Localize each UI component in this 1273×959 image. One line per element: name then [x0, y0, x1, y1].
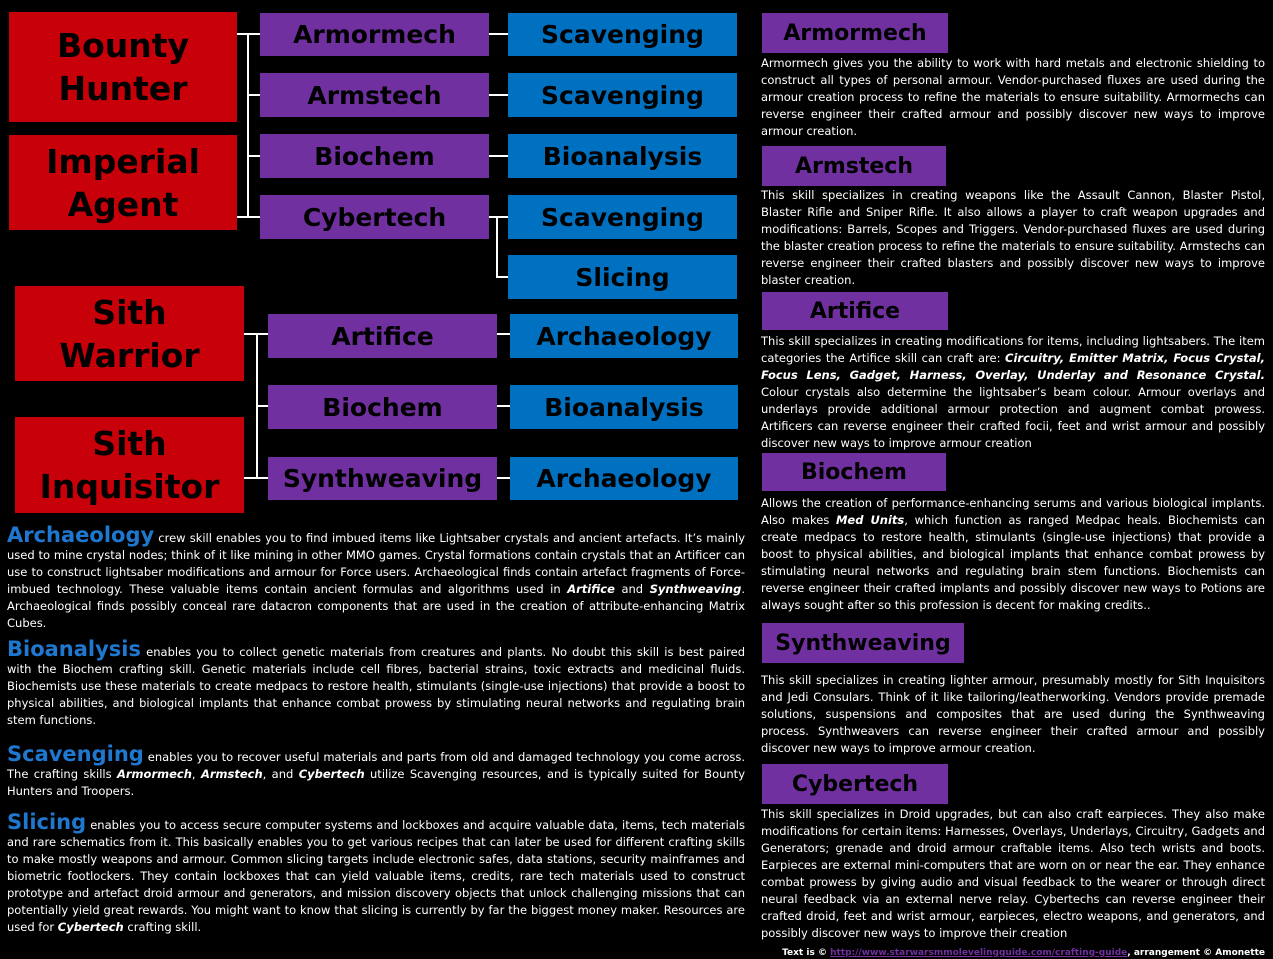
crafting-armormech: Armormech — [260, 13, 489, 56]
artifice-description: This skill specializes in creating modifications for items, including lightsabers. The item categories the Artifice skill can craft are: Circuitry, Emitter Matrix, Focus Crystal, Focus Lens, Gadget, Harness, Overlay, Underlay and Resonance Crystal. Colour crystals also determine the lightsaber’s beam colour. Armour overlays and underlays provide additional armour protection and augment combat prowess. Artificers can reverse engineer their crafted focii, feet and wrist armour and possibly discover new ways to improve armour creation — [761, 334, 1265, 450]
connector — [247, 155, 260, 157]
connector — [496, 216, 508, 218]
cybertech-description: This skill specializes in Droid upgrades, but can also craft earpieces. They also make modifications for certain items: Harnesses, Overlays, Underlays, Circuitry, Gadgets and Generators; grenade and droid armour craftable items. Also tech wrists and boots. Earpieces are external mini-computers that are worn on or near the ear. They enhance combat prowess by giving audio and visual feedback to the wearer or through direct neural feedback via an external nerve relay. Cybertechs can reverse engineer their crafted droid, feet and wrist armour, earpieces, electro weapons, and generators, and possibly discover new ways to improve their creation — [761, 807, 1265, 940]
connector — [247, 33, 249, 218]
connector — [256, 405, 268, 407]
archaeology-description: Archaeology crew skill enables you to find imbued items like Lightsaber crystals and ancient artefacts. It’s mainly used to mine crystal nodes; think of it like mining in other MMO games. Crystal formations contain crystals that an Artificer can use to construct lightsaber modifications and armour for Force users. Archaeological finds contain artefact fragments of Force-imbued technology. These valuable items contain ancient formulas and algorithms used in Artifice and Synthweaving. Archaeological finds possibly conceal rare datacron components that are used in the creation of attribute-enhancing Matrix Cubes. — [7, 523, 745, 630]
connector — [244, 477, 256, 479]
gathering-archaeology: Archaeology — [510, 457, 738, 500]
source-link[interactable]: http://www.starwarsmmolevelingguide.com/crafting-guide — [830, 948, 1128, 958]
gathering-archaeology: Archaeology — [510, 314, 738, 358]
gathering-slicing: Slicing — [508, 255, 737, 299]
bioanalysis-description: Bioanalysis enables you to collect genetic materials from creatures and plants. No doubt this skill is best paired with the Biochem crafting skill. Genetic materials include cell fibres, bacterial strains, toxic extracts and medicinal fluids. Biochemists use these materials to create medpacs to restore health, stimulants (single-use injections) that provide a boost to physical abilities, and biological implants that enhance combat prowess by stimulating neural networks and regulating brain stem functions. — [7, 637, 745, 727]
connector — [244, 333, 256, 335]
header-artifice: Artifice — [762, 292, 948, 330]
header-armstech: Armstech — [762, 146, 946, 186]
class-imperial-agent: Imperial Agent — [9, 135, 237, 230]
connector — [496, 216, 498, 277]
connector — [497, 477, 510, 479]
term-slicing: Slicing — [7, 810, 87, 834]
gathering-scavenging: Scavenging — [508, 195, 737, 239]
crafting-armstech: Armstech — [260, 73, 489, 117]
header-armormech: Armormech — [762, 13, 948, 53]
term-scavenging: Scavenging — [7, 742, 144, 766]
header-synthweaving: Synthweaving — [762, 623, 964, 663]
scavenging-description: Scavenging enables you to recover useful materials and parts from old and damaged technology you come across. The crafting skills Armormech, Armstech, and Cybertech utilize Scavenging resources, and is typically suited for Bounty Hunters and Troopers. — [7, 742, 745, 798]
crafting-cybertech: Cybertech — [260, 195, 489, 239]
connector — [256, 477, 268, 479]
connector — [256, 333, 268, 335]
crafting-biochem: Biochem — [268, 385, 497, 429]
gathering-scavenging: Scavenging — [508, 73, 737, 117]
class-sith-warrior: Sith Warrior — [15, 286, 244, 381]
class-sith-inquisitor: Sith Inquisitor — [15, 417, 244, 513]
armormech-description: Armormech gives you the ability to work with hard metals and electronic shielding to construct all types of personal armour. Vendor-purchased fluxes are used during the armour creation process to refine the materials to ensure suitability. Armormechs can reverse engineer their crafted armour and possibly discover new ways to improve armour creation. — [761, 56, 1265, 138]
connector — [497, 333, 510, 335]
connector — [247, 33, 260, 35]
slicing-description: Slicing enables you to access secure computer systems and lockboxes and acquire valuable data, items, tech materials and rare schematics from it. This basically enables you to get various recipes that can later be used for different crafting skills to make mostly weapons and armour. Common slicing targets include electronic safes, data stations, security mainframes and biometric footlockers. They contain lockboxes that can yield valuable items, credits, rare tech materials used to construct prototype and artefact droid armour and generators, and mission discovery objects that unlock challenging missions that can potentially yield great rewards. You might want to know that slicing is currently by far the biggest money maker. Resources are used for Cybertech crafting skill. — [7, 810, 745, 934]
gathering-bioanalysis: Bioanalysis — [508, 134, 737, 178]
synthweaving-description: This skill specializes in creating lighter armour, presumably mostly for Sith Inquisitors and Jedi Consulars. Think of it like tailoring/leatherworking. Vendors provide premade solutions, suspensions and composites that are used during the Synthweaving process. Synthweavers can reverse engineer their crafted armour and possibly discover new ways to improve armour creation. — [761, 673, 1265, 755]
gathering-bioanalysis: Bioanalysis — [510, 385, 738, 429]
crafting-biochem: Biochem — [260, 134, 489, 178]
credits-footer: Text is © http://www.starwarsmmolevelingguide.com/crafting-guide, arrangement © Amonette — [782, 948, 1265, 958]
connector — [247, 94, 260, 96]
crafting-synthweaving: Synthweaving — [268, 457, 497, 500]
connector — [247, 216, 260, 218]
header-biochem: Biochem — [762, 453, 946, 491]
term-archaeology: Archaeology — [7, 523, 155, 547]
connector — [489, 94, 508, 96]
connector — [489, 155, 508, 157]
class-bounty-hunter: Bounty Hunter — [9, 12, 237, 122]
connector — [496, 276, 508, 278]
biochem-description: Allows the creation of performance-enhancing serums and various biological implants. Also makes Med Units, which function as ranged Medpac heals. Biochemists can create medpacs to restore health, stimulants (single-use injections) that provide a boost to physical abilities, and biological implants that enhance combat prowess by stimulating neural networks and regulating brain stem functions. Biochemists can reverse engineer their crafted implants and possibly discover new ways to Potions are always sought after so this profession is decent for making credits.. — [761, 496, 1265, 612]
connector — [489, 33, 508, 35]
crafting-artifice: Artifice — [268, 314, 497, 358]
connector — [497, 405, 510, 407]
header-cybertech: Cybertech — [762, 764, 948, 804]
armstech-description: This skill specializes in creating weapons like the Assault Cannon, Blaster Pistol, Blaster Rifle and Sniper Rifle. It also allows a player to craft weapon upgrades and modifications: Barrels, Scopes and Triggers. Vendor-purchased fluxes are used during the blaster creation process to refine the materials to ensure suitability. Armstechs can reverse engineer their crafted blasters and possibly discover new ways to improve blaster creation. — [761, 188, 1265, 287]
term-bioanalysis: Bioanalysis — [7, 637, 142, 661]
gathering-scavenging: Scavenging — [508, 13, 737, 56]
